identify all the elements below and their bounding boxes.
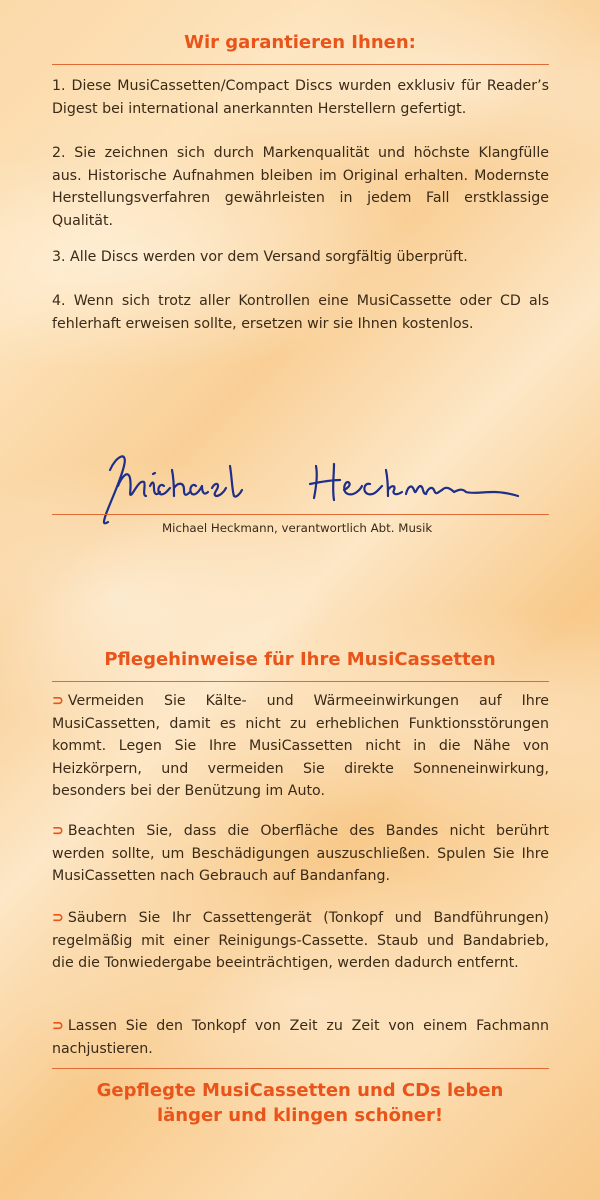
care-item-1	[52, 690, 549, 803]
care-item-3	[52, 907, 549, 975]
closing-line-1: Gepflegte MusiCassetten und CDs leben	[96, 1080, 504, 1101]
care-item-2-text: Beachten Sie, dass die Oberfläche des Bandes nicht berührt werden sollte, um Beschädigungen auszuschließen. Spulen Sie Ihre MusiCassetten nach Gebrauch auf Bandanfang.	[52, 823, 549, 884]
arrow-bullet-icon: ⊃	[52, 693, 64, 709]
care-top-rule	[52, 681, 549, 682]
arrow-bullet-icon: ⊃	[52, 910, 64, 926]
signature-caption: Michael Heckmann, verantwortlich Abt. Musik	[162, 521, 433, 535]
guarantee-item-3: 3. Alle Discs werden vor dem Versand sorgfältig überprüft.	[52, 249, 468, 265]
guarantee-top-rule	[52, 64, 549, 65]
closing-slogan	[0, 1078, 600, 1128]
arrow-bullet-icon: ⊃	[52, 823, 64, 839]
care-item-3-text: Säubern Sie Ihr Cassettengerät (Tonkopf und Bandführungen) regelmäßig mit einer Reinigungs-Cassette. Staub und Bandabrieb, die die Tonwiedergabe beeinträchtigen, werden dadurch entfernt.	[52, 910, 549, 971]
care-bottom-rule	[52, 1068, 549, 1069]
guarantee-item-1: 1. Diese MusiCassetten/Compact Discs wurden exklusiv für Reader’s Digest bei international anerkannten Herstellern gefertigt.	[52, 78, 549, 117]
care-item-1-text: Vermeiden Sie Kälte- und Wärmeeinwirkungen auf Ihre MusiCassetten, damit es nicht zu erheblichen Funktionsstörungen kommt. Legen Sie Ihre MusiCassetten nicht in die Nähe von Heizkörpern, und vermeiden Sie direkte Sonneneinwirkung, besonders bei der Benützung im Auto.	[52, 693, 549, 799]
signature-rule	[52, 514, 549, 515]
care-title: Pflegehinweise für Ihre MusiCassetten	[104, 649, 496, 670]
guarantee-title: Wir garantieren Ihnen:	[184, 32, 416, 53]
guarantee-item-2: 2. Sie zeichnen sich durch Markenqualität und höchste Klangfülle aus. Historische Aufnahmen bleiben im Original erhalten. Modernste Herstellungsverfahren gewährleisten in jedem Fall erstklassige Qualität.	[52, 145, 549, 229]
care-item-4-text: Lassen Sie den Tonkopf von Zeit zu Zeit von einem Fachmann nachjustieren.	[52, 1018, 549, 1057]
closing-line-2: länger und klingen schöner!	[156, 1105, 444, 1126]
guarantee-item-4: 4. Wenn sich trotz aller Kontrollen eine MusiCassette oder CD als fehlerhaft erweisen sollte, ersetzen wir sie Ihnen kostenlos.	[52, 293, 549, 332]
care-item-4	[52, 1015, 549, 1060]
arrow-bullet-icon: ⊃	[52, 1018, 64, 1034]
care-item-2	[52, 820, 549, 888]
